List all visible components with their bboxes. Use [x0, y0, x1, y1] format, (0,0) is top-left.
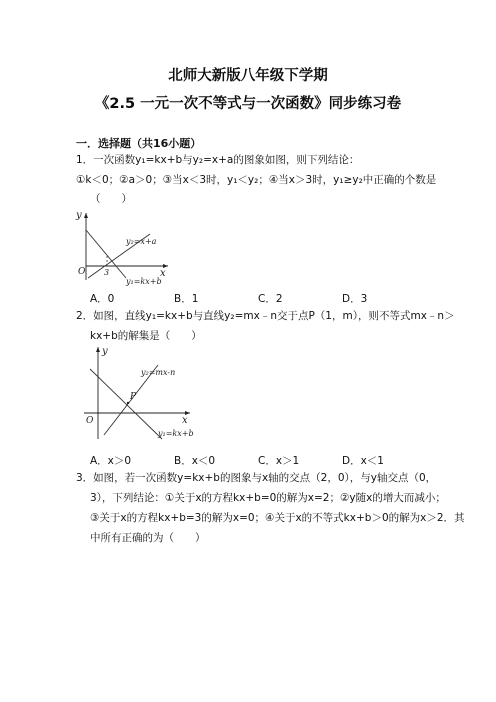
q1-y2-label: y₂=x+a	[126, 237, 157, 246]
q2-y1-label: y₁=kx+b	[158, 429, 194, 438]
q1-option-a[interactable]: A．0	[90, 293, 115, 305]
q2-option-a[interactable]: A．x＞0	[90, 455, 132, 467]
q2-y-arrow	[96, 347, 100, 352]
q1-stem-line3: （ ）	[90, 193, 132, 205]
q1-option-b[interactable]: B．1	[174, 293, 199, 305]
page-title: 北师大新版八年级下学期	[168, 68, 328, 84]
q1-origin-label: O	[78, 267, 86, 277]
page-subtitle: 《2.5 一元一次不等式与一次函数》同步练习卷	[94, 96, 402, 112]
q2-x-label: x	[182, 415, 188, 426]
q1-option-c[interactable]: C．2	[258, 293, 283, 305]
q1-y1-label: y₁=kx+b	[126, 277, 162, 286]
q2-line-y1	[90, 369, 162, 439]
q2-option-b[interactable]: B．x＜0	[174, 455, 216, 467]
q1-option-d[interactable]: D．3	[342, 293, 368, 305]
q2-origin-label: O	[86, 416, 94, 426]
section-heading: 一．选择题（共16小题）	[76, 137, 202, 150]
q1-stem-line1: 1．一次函数y₁=kx+b与y₂=x+a的图象如图，则下列结论：	[76, 154, 360, 166]
q3-stem-line2: 3），下列结论：①关于x的方程kx+b=0的解为x=2；②y随x的增大而减小；	[90, 492, 446, 504]
q2-stem-line2: kx+b的解集是（ ）	[90, 330, 202, 342]
q2-point-label: P	[130, 392, 137, 402]
q3-stem-line1: 3．如图，若一次函数y=kx+b的图象与x轴的交点（2，0），与y轴交点（0，	[76, 472, 437, 484]
q2-option-c[interactable]: C．x＞1	[258, 455, 300, 467]
q3-stem-line4: 中所有正确的为（ ）	[90, 532, 206, 544]
q1-graph	[74, 208, 180, 290]
q1-x-label: x	[160, 268, 166, 279]
q2-graph	[78, 343, 196, 443]
q1-tick-label: 3	[104, 268, 110, 277]
q1-y-label: y	[76, 210, 82, 221]
q2-stem-line1: 2．如图，直线y₁=kx+b与直线y₂=mx﹣n交于点P（1，m），则不等式mx﹣n＞	[76, 310, 455, 322]
q2-y2-label: y₂=mx-n	[141, 368, 176, 377]
q2-y-label: y	[102, 346, 108, 357]
q2-point-p	[127, 402, 129, 404]
q2-option-d[interactable]: D．x＜1	[342, 455, 384, 467]
q1-stem-line2: ①k＜0；②a＞0；③当x＜3时，y₁＜y₂；④当x＞3时，y₁≥y₂中正确的个数是	[76, 174, 437, 186]
q3-stem-line3: ③关于x的方程kx+b=3的解为x=0；④关于x的不等式kx+b＞0的解为x＞2．其	[90, 512, 465, 524]
q1-y-arrow	[84, 213, 88, 218]
